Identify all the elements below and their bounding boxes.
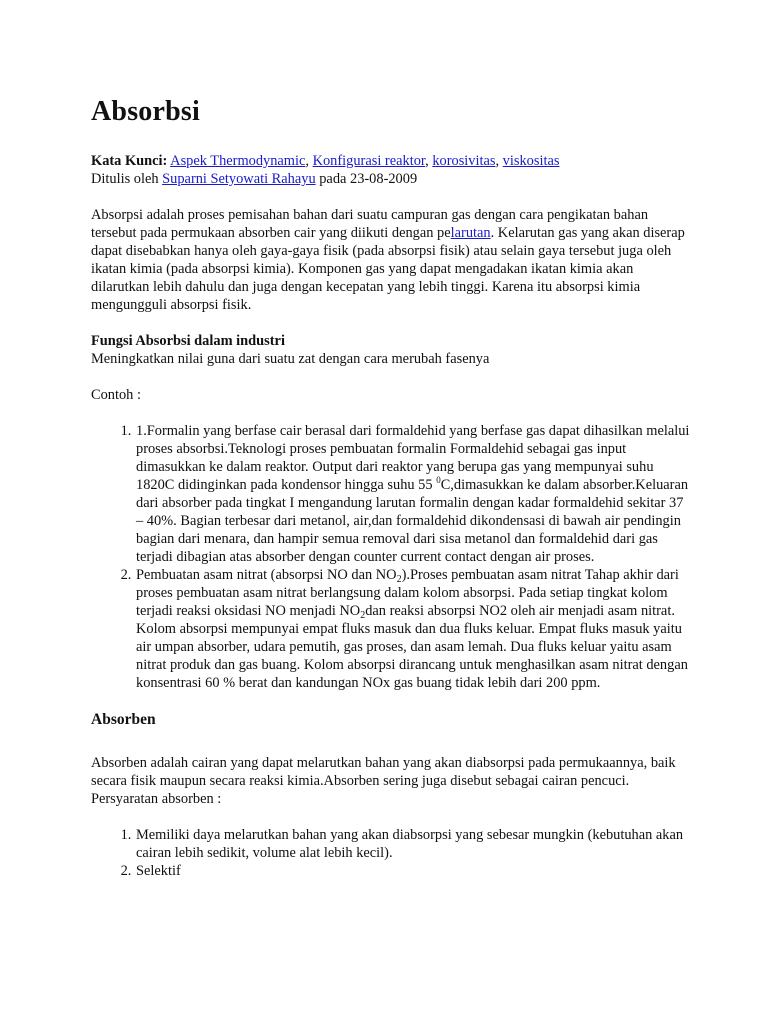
document-page [91,94,691,898]
keyword-link-konfigurasi-reaktor[interactable]: Konfigurasi reaktor [312,153,426,169]
byline [91,170,691,188]
contoh-label: Contoh : [91,387,141,403]
list-item: 2. Pembuatan asam nitrat (absorpsi NO dan $NO_2).Proses$ pembuatan asam nitrat Tahap akhir dari proses pembuatan asam nitrat berlangsung dalam kolom absorpsi. Pada setiap tingkat kolom terjadi reaksi oksidasi NO menjadi $NO_2dan$ reaksi absorpsi NO2 oleh air menjadi asam nitrat. Kolom absorpsi mempunyai empat fluks masuk dan dua fluks keluar. Empat fluks masuk yaitu air umpan absorber, udara pemutih, gas proses, dan asam lemah. Dua fluks keluar yaitu asam nitrat produk dan gas buang. Kolom absorpsi dirancang untuk menghasilkan asam nitrat dengan konsentrasi 60 % berat dan kandungan NOx gas buang tidak lebih dari 200 ppm. [135,566,691,692]
keywords-label: Kata Kunci: [91,153,168,169]
fungsi-heading: Fungsi Absorbsi dalam industri [91,333,285,349]
contoh-list [91,422,691,692]
author-link[interactable]: Suparni Setyowati Rahayu [162,171,316,187]
page-title: Absorbsi [91,96,200,127]
intro-paragraph [91,206,691,314]
keyword-link-aspek-thermodynamic[interactable]: Aspek Thermodynamic [170,153,306,169]
keywords-line: Kata Kunci: Aspek Thermodynamic, Konfigurasi reaktor, korosivitas, viskositas [91,153,560,169]
persyaratan-list [91,826,691,880]
intro-text-start: Absorpsi adalah proses pemisahan bahan dari suatu campuran gas dengan cara pengikatan bahan tersebut pada permukaan absorben cair yang diikuti dengan pe [91,207,649,241]
article-meta [91,152,691,188]
byline-prefix: Ditulis oleh [91,171,163,187]
keyword-link-viskositas[interactable]: viskositas [502,153,560,169]
absorben-text: Absorben adalah cairan yang dapat melarutkan bahan yang akan diabsorpsi pada permukaannya, baik secara fisik maupun secara reaksi kimia.Absorben sering juga disebut sebagai cairan pencuci. [91,755,676,789]
keyword-link-korosivitas[interactable]: korosivitas [432,153,496,169]
absorben-heading: Absorben [91,711,156,728]
list-item: 2. Selektif [135,862,691,880]
larutan-link[interactable]: larutan [450,225,491,241]
persyaratan-label: Persyaratan absorben : [91,791,222,807]
list-item: 1. 1.Formalin yang berfase cair berasal dari formaldehid yang berfase gas dapat dihasilkan melalui proses absorbsi.Teknologi proses pembuatan formalin Formaldehid sebagai gas input dimasukkan ke dalam reaktor. Output dari reaktor yang berupa gas yang mempunyai suhu 1820C didinginkan pada kondensor hingga suhu 55 $^0$C,dimasukkan ke dalam absorber.Keluaran dari absorber pada tingkat I mengandung larutan formalin dengan kadar formaldehid sekitar 37 – 40%. Bagian terbesar dari metanol, air,dan formaldehid dikondensasi di bawah air pendingin bagian dari menara, dan hampir semua removal dari sisa metanol dan formaldehid dari gas terjadi dibagian atas absorber dengan counter current contact dengan air proses. [135,422,691,566]
byline-date: pada 23-08-2009 [315,171,418,187]
list-item: 1. Memiliki daya melarutkan bahan yang akan diabsorpsi yang sebesar mungkin (kebutuhan akan cairan lebih sedikit, volume alat lebih kecil). [135,826,691,862]
intro-text-end: . Kelarutan gas yang akan diserap dapat disebabkan hanya oleh gaya-gaya fisik (pada absorpsi fisik) atau selain gaya tersebut juga oleh ikatan kimia (pada absorpsi kimia). Komponen gas yang dapat mengadakan ikatan kimia akan dilarutkan lebih dahulu dan juga dengan kecepatan yang lebih tinggi. Karena itu absorpsi kimia mengungguli absorpsi fisik. [91,225,685,313]
fungsi-text: Meningkatkan nilai guna dari suatu zat dengan cara merubah fasenya [91,351,490,367]
